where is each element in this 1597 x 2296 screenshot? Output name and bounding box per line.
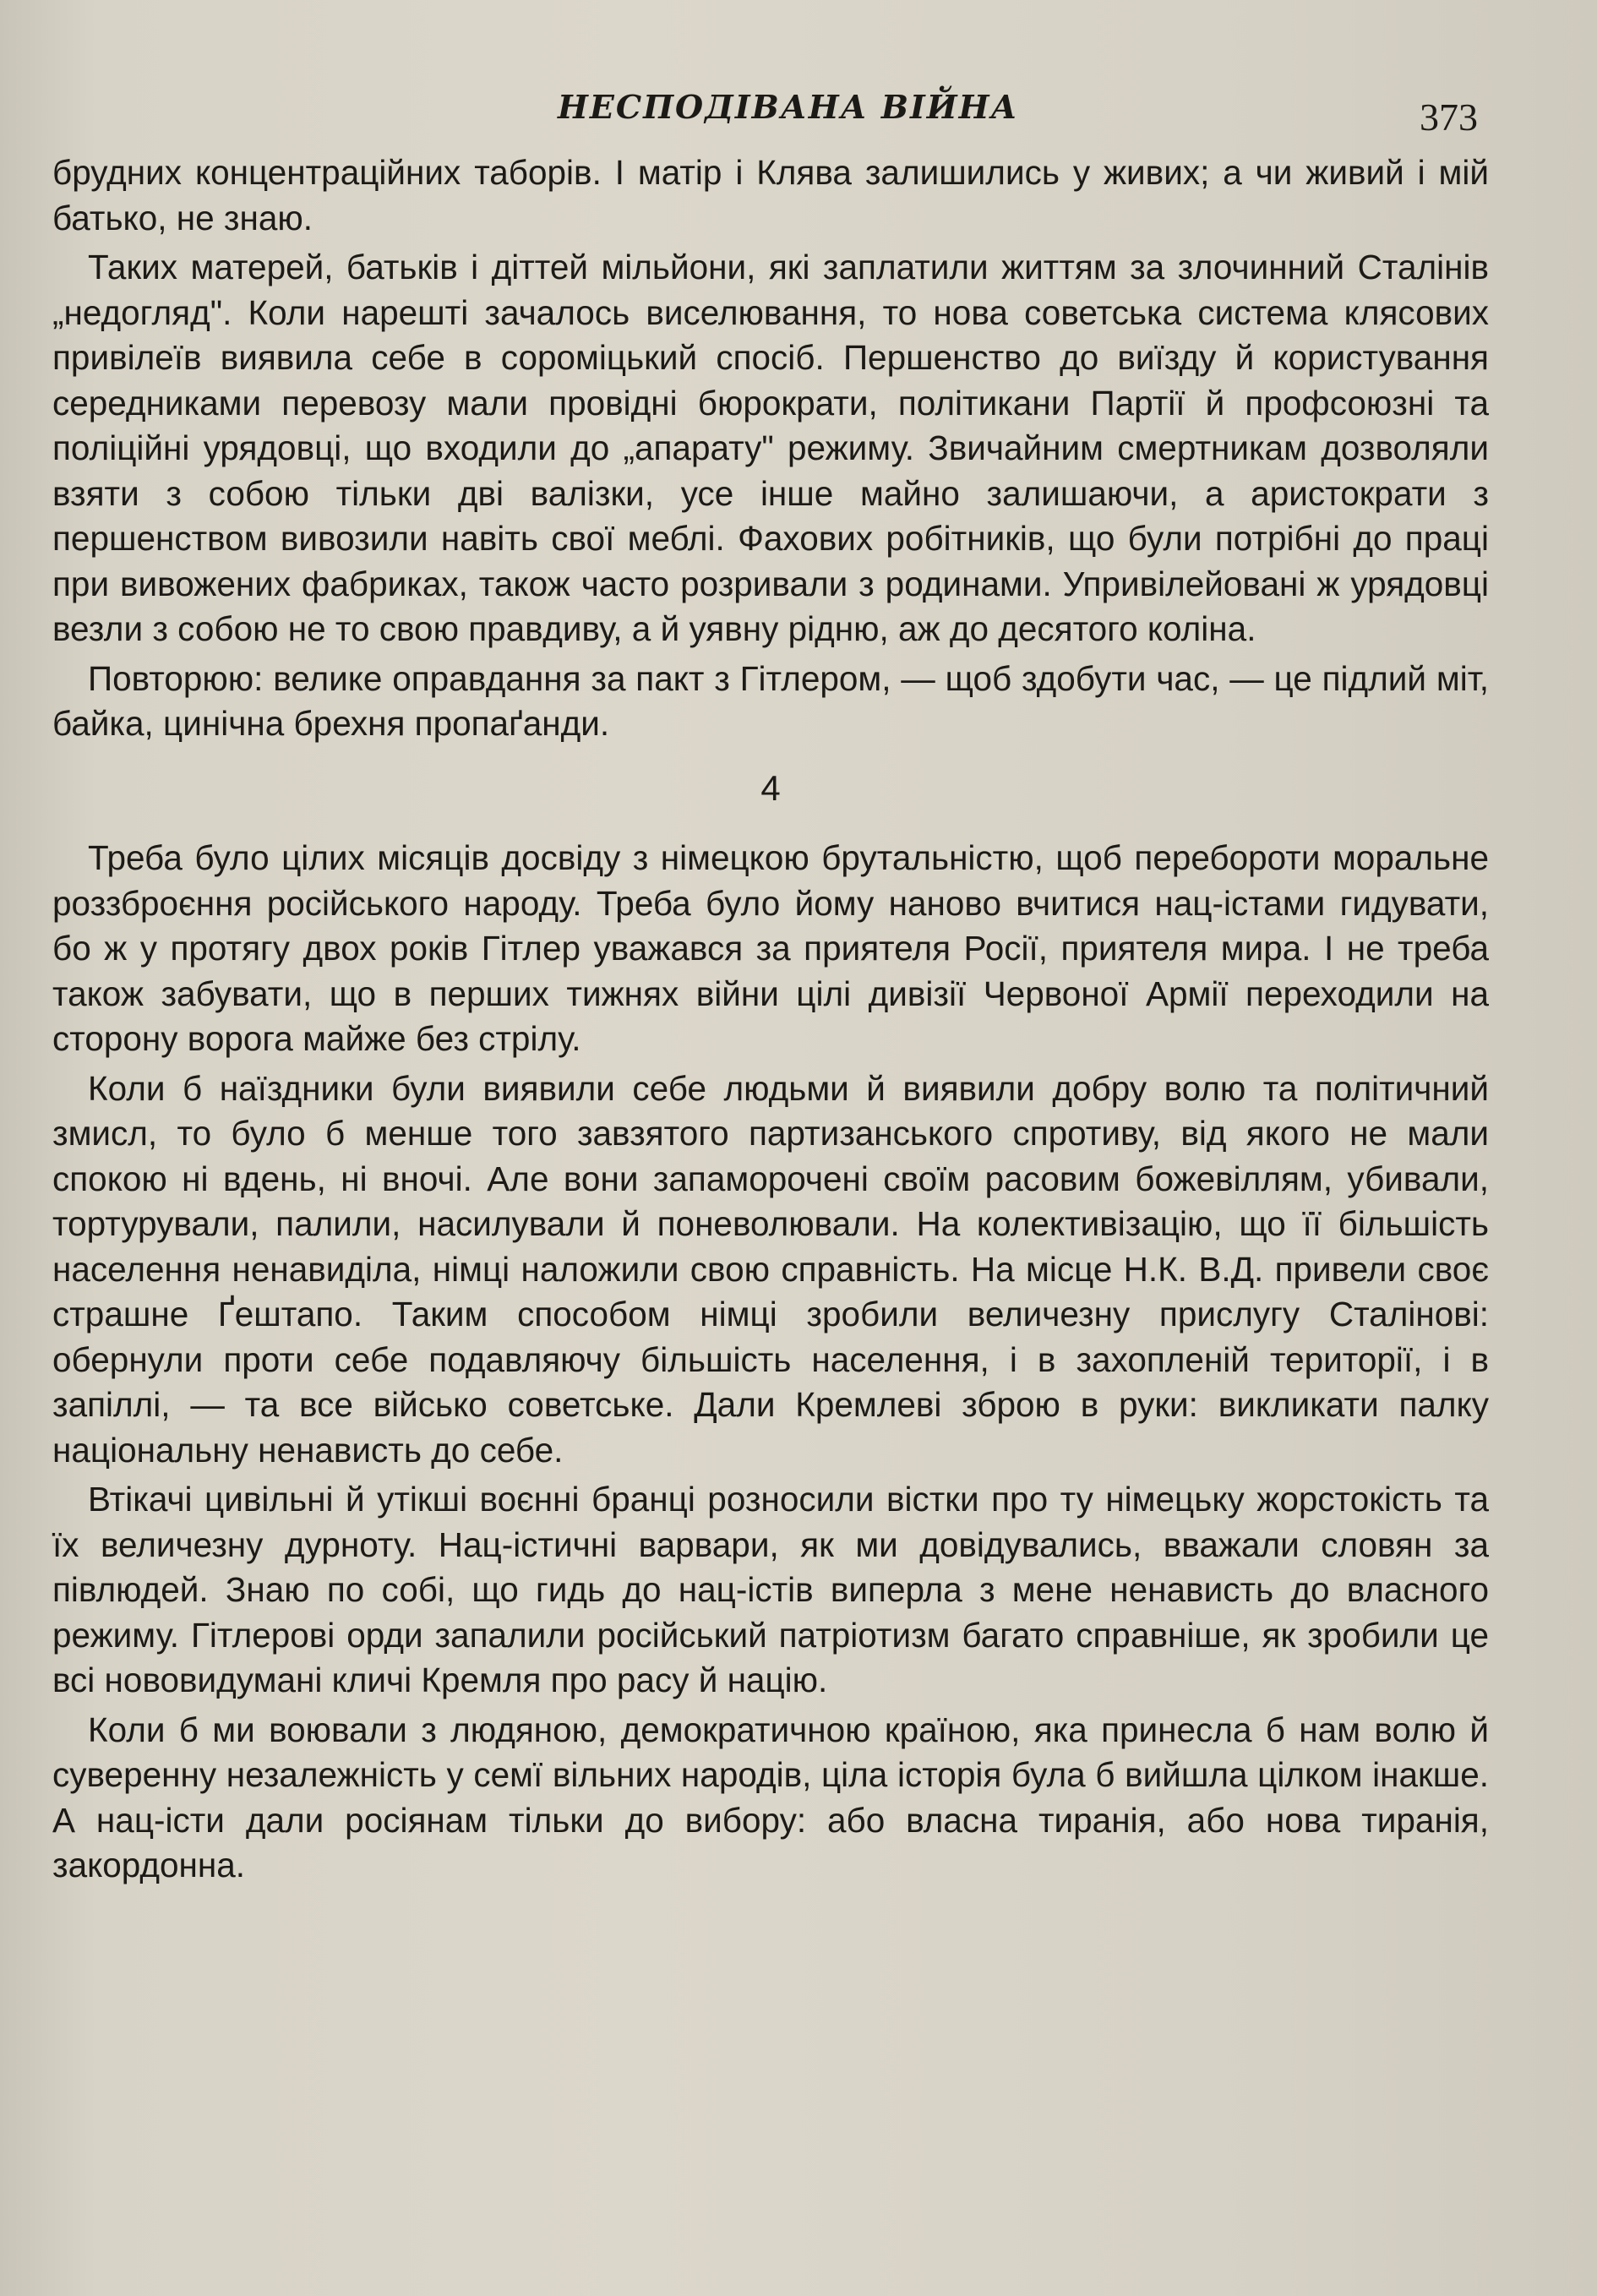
paragraph: Коли б наїздники були виявили себе людьми й виявили добру волю та політичний змисл, то було б менше того завзятого партизанського спротиву, від якого не мали спокою ні вдень, ні вночі. Але вони запаморочені своїм расовим божевіллям, убивали, тортурували, палили, насилували й поневолювали. На колективізацію, що її більшість населення ненавиділа, німці наложили свою справність. На місце Н.К. В.Д. привели своє страшне Ґештапо. Таким способом німці зробили величезну прислугу Сталінові: обернули проти себе подавляючу більшість населення, і в захопленій території, і в запіллі, — та все військо советське. Дали Кремлеві зброю в руки: викликати палку національну ненависть до себе. xyxy=(52,1068,1489,1470)
page-number: 373 xyxy=(1420,95,1478,139)
section-number: 4 xyxy=(760,767,781,808)
page-header xyxy=(0,85,1597,144)
body-text xyxy=(52,150,1489,1893)
paragraph: Треба було цілих місяців досвіду з німецкою брутальністю, щоб перебороти моральне роззброєння російського народу. Треба було йому наново вчитися нац-істами гидувати, бо ж у протягу двох років Гітлер уважався за приятеля Росії, приятеля мира. І не треба також забувати, що в перших тижнях війни цілі дивізії Червоної Армії переходили на сторону ворога майже без стрілу. xyxy=(52,838,1489,1058)
paragraph: Коли б ми воювали з людяною, демократичною країною, яка принесла б нам волю й суверенну незалежність у семї вільних народів, ціла історія була б вийшла цілком інакше. А нац-істи дали росіянам тільки до вибору: або власна тиранія, або нова тиранія, закордонна. xyxy=(52,1710,1489,1884)
paragraph: брудних концентраційних таборів. І матір і Клява залишились у живих; а чи живий і мій батько, не знаю. xyxy=(52,153,1489,237)
paragraph: Втікачі цивільні й утікші воєнні бранці розносили вістки про ту німецьку жорстокість та їх величезну дурноту. Нац-істичні варвари, як ми довідувались, вважали словян за півлюдей. Знаю по собі, що гидь до нац-істів виперла з мене ненависть до власного режиму. Гітлерові орди запалили російський патріотизм багато справніше, як зробили це всі нововидумані кличі Кремля про расу й націю. xyxy=(52,1480,1489,1699)
paragraph: Таких матерей, батьків і діттей мільйони, які заплатили життям за злочинний Сталінів „недогляд". Коли нарешті зачалось виселювання, то нова советська система клясових привілеїв виявила себе в сороміцький спосіб. Першенство до виїзду й користування середниками перевозу мали провідні бюрократи, політикани Партії й профсоюзні та поліційні урядовці, що входили до „апарату" режиму. Звичайним смертникам дозволяли взяти з собою тільки дві валізки, усе інше майно залишаючи, а аристократи з першенством вивозили навіть свої меблі. Фахових робітників, що були потрібні до праці при вивожених фабриках, також часто розривали з родинами. Упривілейовані ж урядовці везли з собою не то свою правдиву, а й уявну рідню, аж до десятого коліна. xyxy=(52,248,1489,648)
paragraph: Повторюю: велике оправдання за пакт з Гітлером, — щоб здобути час, — це підлий міт, байка, цинічна брехня пропаґанди. xyxy=(52,658,1489,743)
running-title: НЕСПОДІВАНА ВІЙНА xyxy=(558,88,1019,126)
